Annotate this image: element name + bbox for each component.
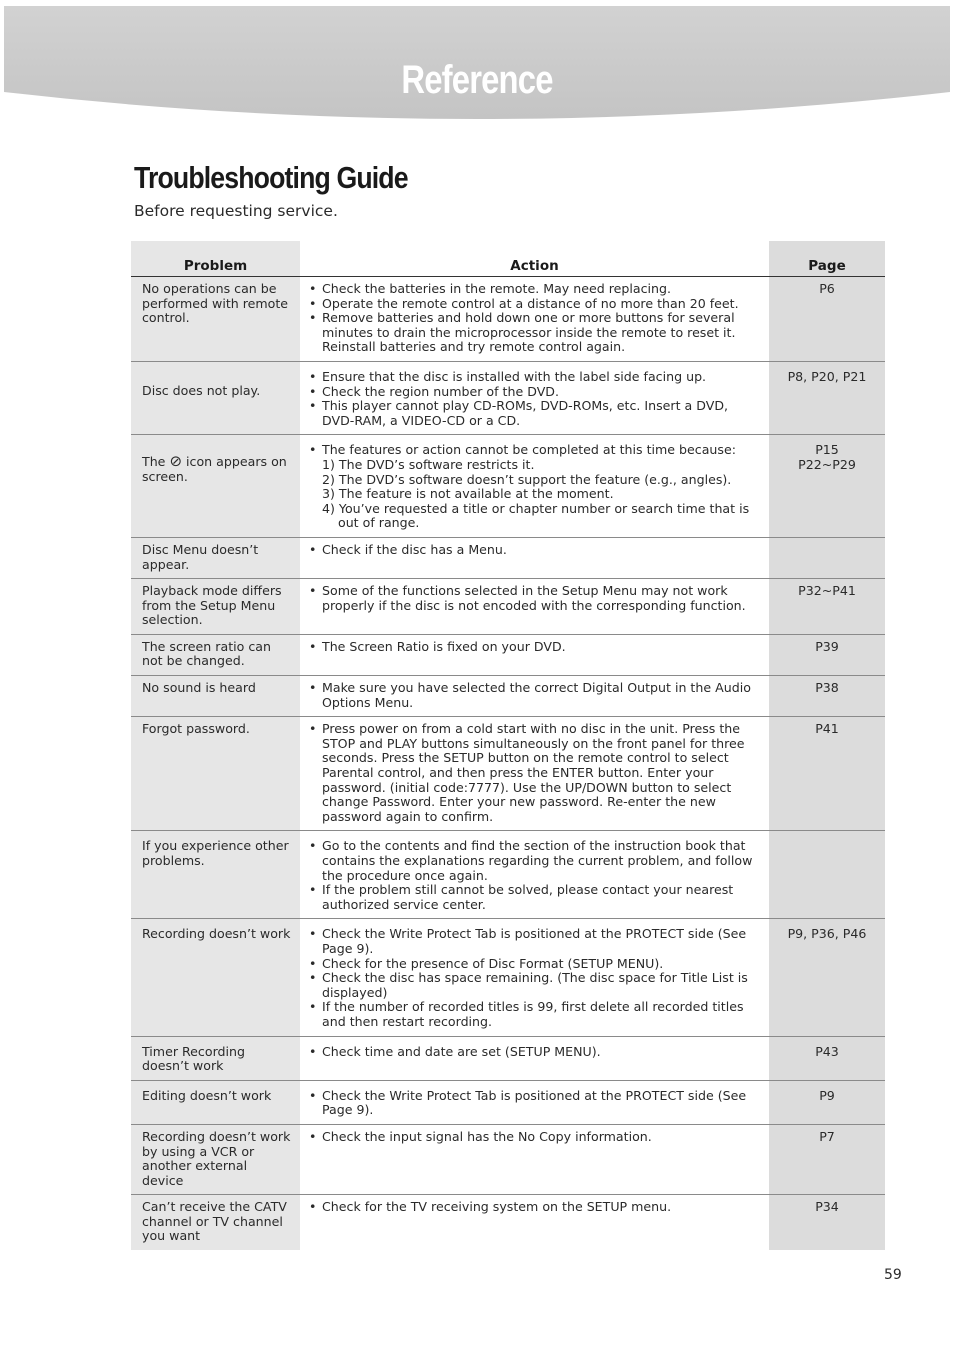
page-cell: P34	[769, 1195, 885, 1250]
page-cell: P41	[769, 717, 885, 831]
action-cell	[300, 579, 769, 635]
table-row	[131, 277, 885, 362]
action-cell	[300, 277, 769, 362]
problem-cell: No sound is heard	[131, 676, 300, 717]
action-cell	[300, 919, 769, 1036]
problem-cell: Recording doesn’t work	[131, 919, 300, 1036]
header-action: Action	[300, 241, 769, 277]
action-item: • Check the Write Protect Tab is positioned at the PROTECT side (See Page 9).	[306, 927, 761, 956]
action-cell	[300, 1080, 769, 1124]
action-item: • Check if the disc has a Menu.	[306, 543, 761, 558]
table-row	[131, 634, 885, 675]
problem-cell: The screen ratio can not be changed.	[131, 634, 300, 675]
table-row	[131, 717, 885, 831]
action-item: • Check the region number of the DVD.	[306, 385, 761, 400]
action-subitem: 3) The feature is not available at the moment.	[322, 486, 614, 502]
problem-cell: No operations can be performed with remote control.	[131, 277, 300, 362]
action-item: • Check the disc has space remaining. (The disc space for Title List is displayed)	[306, 971, 761, 1000]
action-cell	[300, 1195, 769, 1250]
action-item: • Ensure that the disc is installed with the label side facing up.	[306, 370, 761, 385]
page-cell: P6	[769, 277, 885, 362]
action-item: • The Screen Ratio is fixed on your DVD.	[306, 640, 761, 655]
table-row	[131, 579, 885, 635]
action-item: • This player cannot play CD-ROMs, DVD-ROMs, etc. Insert a DVD, DVD-RAM, a VIDEO-CD or a CD.	[306, 399, 761, 428]
reference-banner	[4, 6, 950, 122]
table-row	[131, 676, 885, 717]
action-cell	[300, 831, 769, 919]
action-item: • Some of the functions selected in the Setup Menu may not work properly if the disc is not encoded with the corresponding function.	[306, 584, 761, 613]
action-item	[306, 443, 761, 531]
problem-text-post: icon appears on screen.	[142, 454, 287, 484]
table-row	[131, 831, 885, 919]
problem-cell: If you experience other problems.	[131, 831, 300, 919]
table-header-row	[131, 241, 885, 277]
page-number: 59	[884, 1267, 902, 1283]
action-cell	[300, 361, 769, 434]
table-row	[131, 435, 885, 538]
action-cell	[300, 634, 769, 675]
problem-cell: Playback mode differs from the Setup Menu selection.	[131, 579, 300, 635]
action-item: • Check the Write Protect Tab is positioned at the PROTECT side (See Page 9).	[306, 1089, 761, 1118]
problem-cell: Forgot password.	[131, 717, 300, 831]
table-row	[131, 919, 885, 1036]
page-cell: P43	[769, 1036, 885, 1080]
page-cell: P39	[769, 634, 885, 675]
prohibited-icon: ⊘	[169, 452, 183, 471]
page-title: Troubleshooting Guide	[134, 160, 408, 195]
action-item: • Remove batteries and hold down one or more buttons for several minutes to drain the microprocessor inside the remote to reset it. Reinstall batteries and try remote control again.	[306, 311, 761, 355]
problem-cell: Timer Recording doesn’t work	[131, 1036, 300, 1080]
action-lead: • The features or action cannot be completed at this time because:	[322, 442, 736, 458]
action-item: • Check for the TV receiving system on the SETUP menu.	[306, 1200, 761, 1215]
section-title: Reference	[401, 58, 553, 102]
action-subitem: 2) The DVD’s software doesn’t support the feature (e.g., angles).	[322, 471, 732, 487]
action-subitem: 1) The DVD’s software restricts it.	[322, 456, 535, 472]
page-cell	[769, 537, 885, 578]
action-item: • Check the input signal has the No Copy information.	[306, 1130, 761, 1145]
action-item: • Check time and date are set (SETUP MENU).	[306, 1045, 761, 1060]
page-subtitle: Before requesting service.	[134, 202, 338, 220]
page-ref: P15	[815, 442, 839, 458]
action-item: • Operate the remote control at a distance of no more than 20 feet.	[306, 297, 761, 312]
problem-cell: Disc does not play.	[131, 361, 300, 434]
page-cell: P9	[769, 1080, 885, 1124]
action-cell	[300, 435, 769, 538]
action-cell	[300, 537, 769, 578]
problem-cell: Can’t receive the CATV channel or TV channel you want	[131, 1195, 300, 1250]
action-item: • Press power on from a cold start with no disc in the unit. Press the STOP and PLAY buttons simultaneously on the front panel for three seconds. Press the SETUP button on the remote control to select Parental control, and then press the ENTER button. Enter your password. (initial code:7777). Use the UP/DOWN button to select change Password. Enter your new password. Re-enter the new password again to confirm.	[306, 722, 761, 824]
header-page: Page	[769, 241, 885, 277]
table-row	[131, 537, 885, 578]
problem-cell: Disc Menu doesn’t appear.	[131, 537, 300, 578]
action-subitem: 4) You’ve requested a title or chapter number or search time that is out of range.	[322, 500, 750, 531]
action-cell	[300, 1124, 769, 1194]
page-ref: P22~P29	[798, 456, 856, 472]
page-cell	[769, 435, 885, 538]
page-cell: P32~P41	[769, 579, 885, 635]
problem-cell: Editing doesn’t work	[131, 1080, 300, 1124]
action-item: • Make sure you have selected the correct Digital Output in the Audio Options Menu.	[306, 681, 761, 710]
action-item: • If the problem still cannot be solved, please contact your nearest authorized service center.	[306, 883, 761, 912]
action-cell	[300, 1036, 769, 1080]
action-cell	[300, 717, 769, 831]
action-cell	[300, 676, 769, 717]
troubleshooting-table	[131, 241, 885, 1250]
action-item: • Check the batteries in the remote. May need replacing.	[306, 282, 761, 297]
table-row	[131, 1195, 885, 1250]
table-row	[131, 361, 885, 434]
page-cell: P9, P36, P46	[769, 919, 885, 1036]
problem-cell: Recording doesn’t work by using a VCR or another external device	[131, 1124, 300, 1194]
action-item: • Go to the contents and find the section of the instruction book that contains the explanations regarding the current problem, and follow the procedure once again.	[306, 839, 761, 883]
page-cell	[769, 831, 885, 919]
table-row	[131, 1124, 885, 1194]
action-item: • If the number of recorded titles is 99, first delete all recorded titles and then restart recording.	[306, 1000, 761, 1029]
header-problem: Problem	[131, 241, 300, 277]
page-cell: P8, P20, P21	[769, 361, 885, 434]
table-row	[131, 1036, 885, 1080]
page-cell: P7	[769, 1124, 885, 1194]
page-cell: P38	[769, 676, 885, 717]
problem-text-pre: The	[142, 454, 166, 470]
table-row	[131, 1080, 885, 1124]
problem-cell	[131, 435, 300, 538]
action-item: • Check for the presence of Disc Format (SETUP MENU).	[306, 957, 761, 972]
